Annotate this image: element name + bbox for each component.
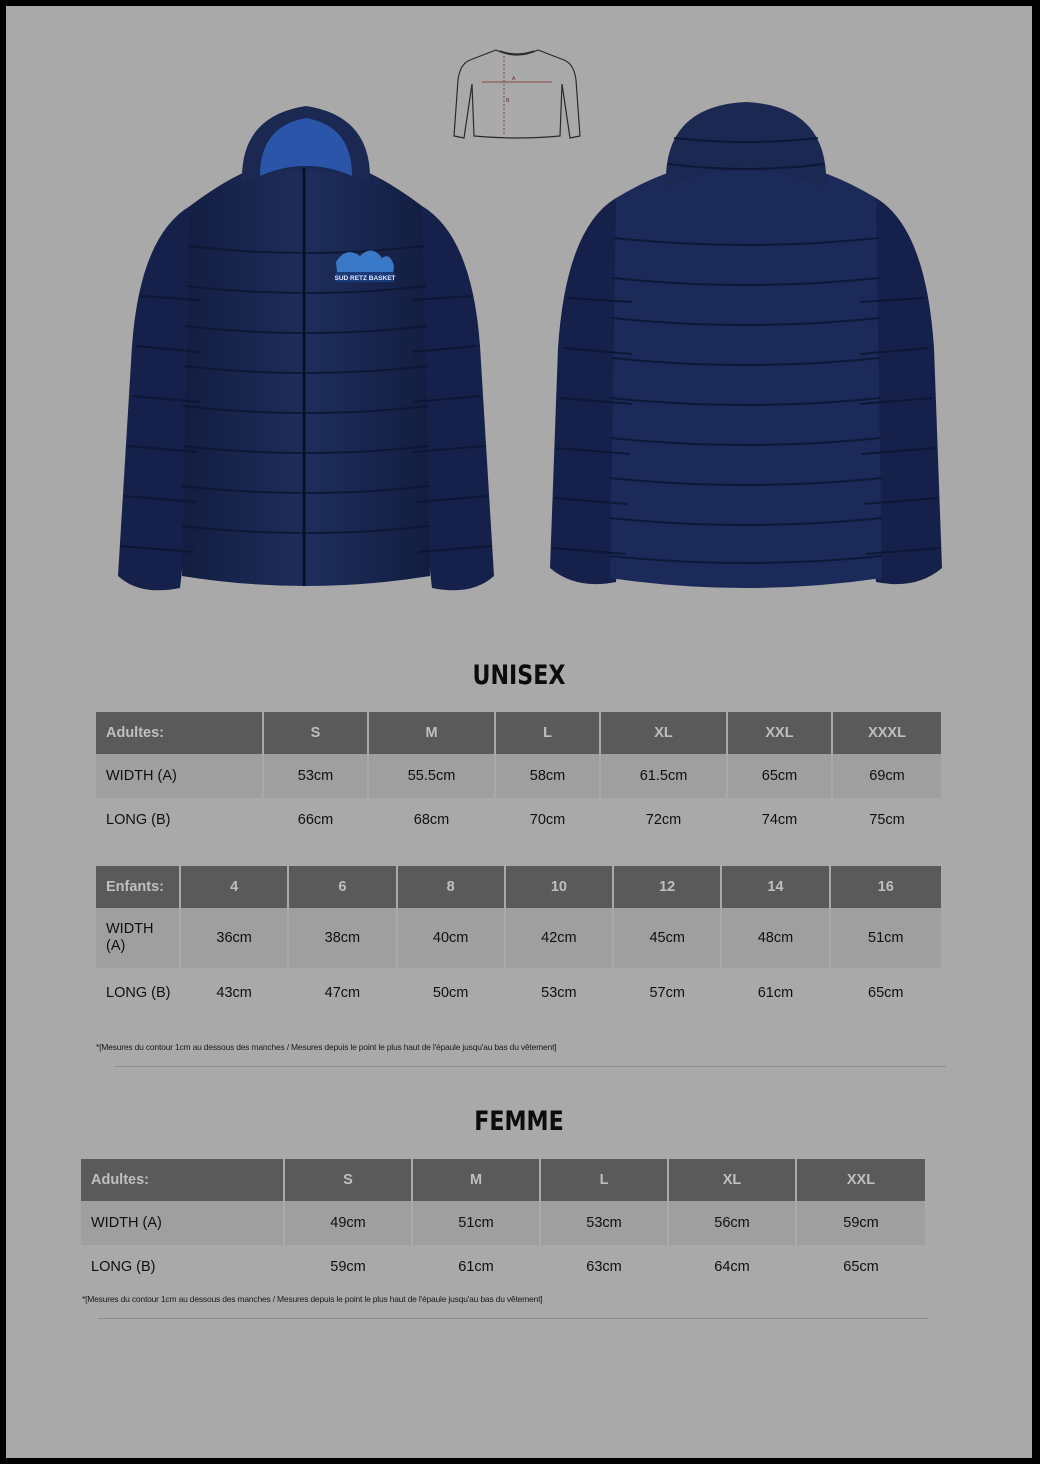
- table-cell: 69cm: [833, 754, 941, 798]
- unisex-kids-table: [94, 866, 943, 1018]
- table-cell: 64cm: [714, 1259, 750, 1275]
- table-cell: 65cm: [868, 985, 904, 1001]
- row-label: WIDTH (A): [96, 754, 262, 798]
- header-cell: XXXL: [833, 712, 941, 754]
- femme-adults-table: [79, 1159, 927, 1289]
- table-cell: 70cm: [529, 812, 566, 828]
- header-cell: S: [264, 712, 367, 754]
- femme-title: FEMME: [474, 1106, 564, 1137]
- table-row: [96, 798, 941, 842]
- table-cell: 51cm: [831, 908, 941, 968]
- header-cell: S: [285, 1159, 411, 1201]
- table-cell: 38cm: [289, 908, 395, 968]
- table-cell: 48cm: [722, 908, 828, 968]
- table-row: [96, 908, 941, 968]
- header-cell: XL: [601, 712, 726, 754]
- table-cell: 75cm: [869, 812, 905, 828]
- table-row: [81, 1201, 925, 1245]
- table-cell: 58cm: [496, 754, 599, 798]
- jacket-back-image: [546, 98, 946, 608]
- table-cell: 65cm: [728, 754, 831, 798]
- table-cell: 51cm: [413, 1201, 539, 1245]
- table-cell: 66cm: [297, 812, 334, 828]
- table-cell: 61cm: [458, 1259, 494, 1275]
- table-cell: 68cm: [413, 812, 450, 828]
- divider: [98, 1318, 928, 1319]
- table-header-row: [96, 866, 941, 908]
- table-cell: 53cm: [541, 1201, 667, 1245]
- table-cell: 45cm: [614, 908, 720, 968]
- table-cell: 49cm: [285, 1201, 411, 1245]
- header-cell: 12: [614, 866, 720, 908]
- table-cell: 43cm: [216, 985, 252, 1001]
- table-cell: 40cm: [398, 908, 504, 968]
- header-cell: 16: [831, 866, 941, 908]
- diagram-label-b: B: [506, 98, 510, 104]
- table-cell: 47cm: [324, 985, 361, 1001]
- header-cell: Enfants:: [96, 866, 179, 908]
- femme-measurement-note: *[Mesures du contour 1cm au dessous des manches / Mesures depuis le point le plus haut de l'épaule jusqu'au bas du vêtement]: [82, 1294, 543, 1304]
- unisex-title: UNISEX: [472, 660, 566, 691]
- table-cell: 74cm: [761, 812, 798, 828]
- table-cell: 59cm: [797, 1201, 925, 1245]
- table-header-row: [81, 1159, 925, 1201]
- header-cell: M: [413, 1159, 539, 1201]
- table-row: [81, 1245, 925, 1289]
- table-cell: 53cm: [541, 985, 577, 1001]
- jacket-front-image: [110, 96, 502, 614]
- size-guide-page: [6, 6, 1032, 1458]
- header-cell: L: [541, 1159, 667, 1201]
- table-cell: 61.5cm: [601, 754, 726, 798]
- header-cell: XXL: [797, 1159, 925, 1201]
- table-cell: 53cm: [264, 754, 367, 798]
- unisex-adults-table: [94, 712, 943, 842]
- table-cell: 55.5cm: [369, 754, 494, 798]
- table-cell: 50cm: [432, 985, 469, 1001]
- table-cell: 57cm: [649, 985, 685, 1001]
- header-cell: Adultes:: [96, 712, 262, 754]
- table-cell: 56cm: [669, 1201, 795, 1245]
- table-header-row: [96, 712, 941, 754]
- row-label: LONG (B): [106, 812, 171, 828]
- table-cell: 36cm: [181, 908, 287, 968]
- row-label: WIDTH (A): [96, 908, 179, 968]
- unisex-measurement-note: *[Mesures du contour 1cm au dessous des manches / Mesures depuis le point le plus haut de l'épaule jusqu'au bas du vêtement]: [96, 1042, 557, 1052]
- header-cell: XL: [669, 1159, 795, 1201]
- diagram-label-a: A: [512, 76, 516, 82]
- table-cell: 42cm: [506, 908, 612, 968]
- header-cell: 10: [506, 866, 612, 908]
- header-cell: XXL: [728, 712, 831, 754]
- header-cell: L: [496, 712, 599, 754]
- table-cell: 63cm: [586, 1259, 622, 1275]
- table-cell: 61cm: [757, 985, 794, 1001]
- header-cell: 8: [398, 866, 504, 908]
- row-label: LONG (B): [91, 1259, 156, 1275]
- table-cell: 59cm: [330, 1259, 366, 1275]
- header-cell: Adultes:: [81, 1159, 283, 1201]
- header-cell: 6: [289, 866, 395, 908]
- logo-text: SUD RETZ BASKET: [334, 275, 396, 282]
- table-row: [96, 968, 941, 1018]
- header-cell: 4: [181, 866, 287, 908]
- header-cell: 14: [722, 866, 828, 908]
- row-label: WIDTH (A): [81, 1201, 283, 1245]
- table-row: [96, 754, 941, 798]
- row-label: LONG (B): [106, 985, 171, 1001]
- divider: [114, 1066, 946, 1067]
- header-cell: M: [369, 712, 494, 754]
- table-cell: 72cm: [645, 812, 682, 828]
- table-cell: 65cm: [843, 1259, 879, 1275]
